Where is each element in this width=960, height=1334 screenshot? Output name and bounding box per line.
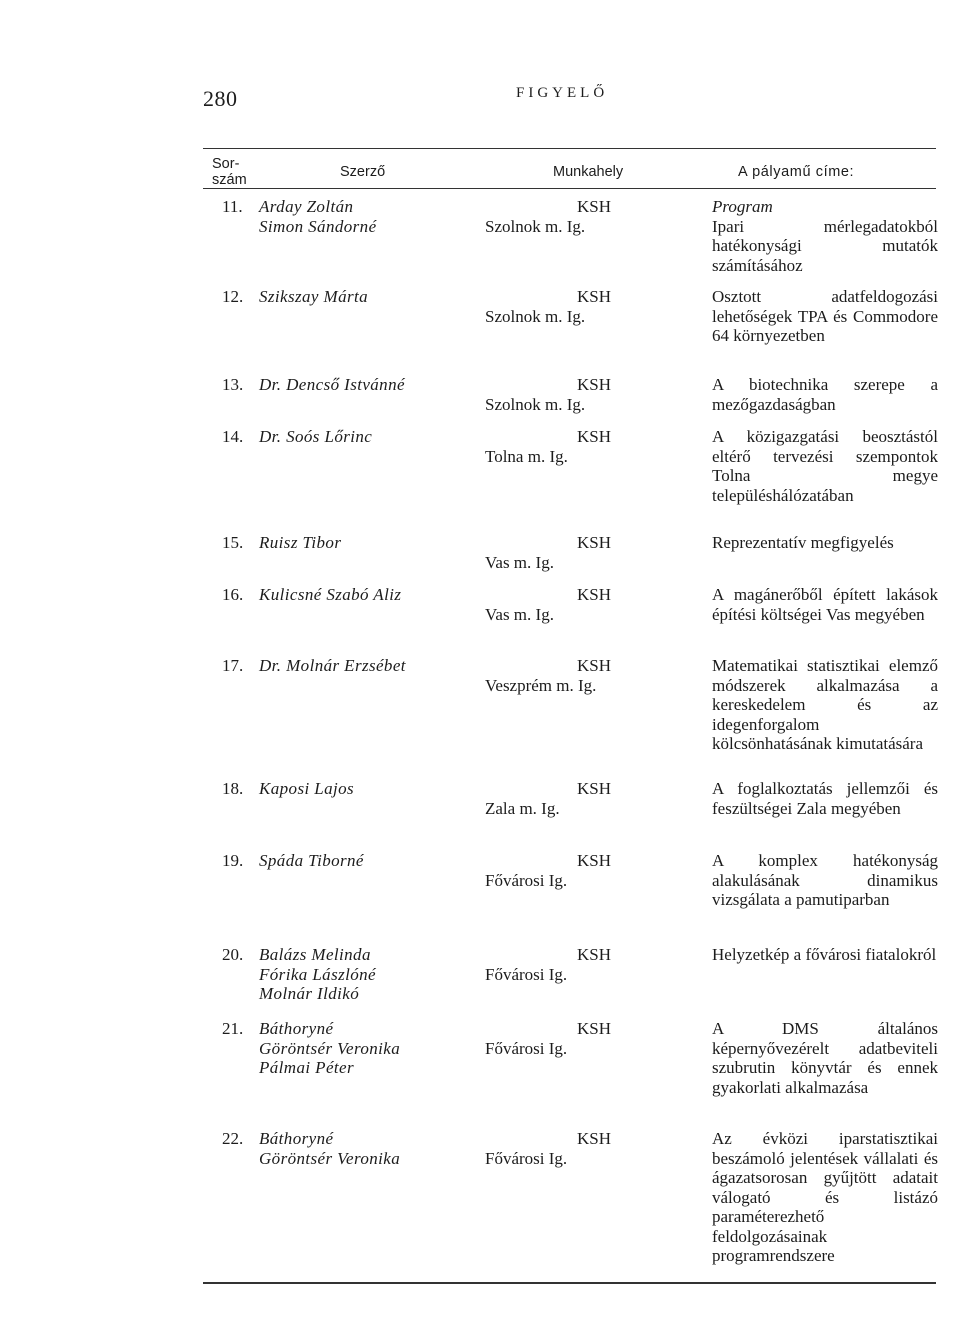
table-top-rule (203, 148, 936, 149)
author-name: Göröntsér Veronika (259, 1038, 401, 1058)
author-name: Arday Zoltán (259, 197, 354, 216)
workplace-org: KSH (576, 1019, 611, 1038)
row-title (712, 945, 938, 965)
author-name: Dr. Soós Lőrinc (259, 427, 373, 446)
title-text: A DMS általános képernyővezérelt adatbeviteli szubrutin könyvtár és ennek gyakorlati alkalmazása (712, 1019, 938, 1097)
author-name: Göröntsér Veronika (259, 1148, 401, 1168)
row-number: 15. (222, 533, 244, 552)
workplace-org: KSH (576, 427, 611, 446)
row-number: 12. (222, 287, 244, 306)
row-workplace (485, 779, 697, 818)
title-text: A foglalkoztatás jellemzői és feszültségei Zala megyében (712, 779, 938, 818)
row-workplace (485, 1129, 697, 1168)
table-header-rule (203, 188, 936, 189)
row-title (712, 656, 938, 754)
workplace-place: Veszprém m. Ig. (485, 675, 597, 695)
author-name: Fórika Lászlóné (259, 964, 376, 984)
author-name: Molnár Ildikó (259, 984, 360, 1003)
workplace-place: Szolnok m. Ig. (485, 394, 586, 414)
row-title (712, 779, 938, 818)
row-number: 19. (222, 851, 244, 870)
row-workplace (485, 533, 697, 572)
row-title (712, 427, 938, 505)
row-authors (259, 287, 479, 307)
title-text: Helyzetkép a fővárosi fiatalokról (712, 945, 937, 964)
title-text: Matematikai statisztikai elemző módszerek alkalmazása a kereskedelem és az idegenforgalom kölcsönhatásának kimutatására (712, 656, 938, 753)
row-workplace (485, 656, 697, 695)
title-label: Program (712, 197, 773, 216)
column-header-cime: A pályamű címe: (738, 164, 855, 180)
row-authors (259, 585, 479, 605)
author-name: Spáda Tiborné (259, 851, 364, 870)
row-number: 14. (222, 427, 244, 446)
row-workplace (485, 427, 697, 466)
row-title (712, 287, 938, 346)
workplace-place: Fővárosi Ig. (485, 1148, 568, 1168)
workplace-org: KSH (576, 1129, 611, 1148)
row-workplace (485, 1019, 697, 1058)
row-workplace (485, 375, 697, 414)
author-name: Balázs Melinda (259, 945, 371, 964)
row-authors (259, 779, 479, 799)
workplace-place: Fővárosi Ig. (485, 870, 568, 890)
row-title (712, 1019, 938, 1097)
workplace-place: Tolna m. Ig. (485, 446, 568, 466)
row-authors (259, 427, 479, 447)
row-number: 11. (222, 197, 243, 216)
row-title (712, 197, 938, 275)
workplace-place: Fővárosi Ig. (485, 1038, 568, 1058)
author-name: Simon Sándorné (259, 216, 377, 236)
workplace-place: Vas m. Ig. (485, 552, 554, 572)
row-title (712, 851, 938, 910)
row-authors (259, 1019, 479, 1078)
author-name: Kaposi Lajos (259, 779, 355, 798)
author-name: Dr. Dencső Istvánné (259, 375, 405, 394)
workplace-org: KSH (576, 851, 611, 870)
row-number: 22. (222, 1129, 244, 1148)
column-header-sorszam: Sor- szám (212, 156, 247, 188)
row-workplace (485, 287, 697, 326)
row-authors (259, 1129, 479, 1168)
author-name: Kulicsné Szabó Aliz (259, 585, 402, 604)
row-workplace (485, 585, 697, 624)
workplace-org: KSH (576, 945, 611, 964)
author-name: Ruisz Tibor (259, 533, 342, 552)
row-authors (259, 375, 479, 395)
row-workplace (485, 197, 697, 236)
row-authors (259, 197, 479, 236)
row-workplace (485, 945, 697, 984)
title-text: Az évközi iparstatisztikai beszámoló jelentések vállalati és ágazatsorosan gyűjtött adatait válogató és listázó paraméterezhető feldolgozásainak programrendszere (712, 1129, 938, 1265)
title-text: A biotechnika szerepe a mezőgazdaságban (712, 375, 938, 414)
title-text: A komplex hatékonyság alakulásának dinamikus vizsgálata a pamutiparban (712, 851, 938, 909)
author-name: Szikszay Márta (259, 287, 369, 306)
workplace-place: Vas m. Ig. (485, 604, 554, 624)
table-bottom-rule (203, 1282, 936, 1284)
row-workplace (485, 851, 697, 890)
row-title (712, 585, 938, 624)
workplace-place: Szolnok m. Ig. (485, 216, 586, 236)
author-name: Báthoryné (259, 1019, 334, 1038)
author-name: Pálmai Péter (259, 1058, 354, 1077)
workplace-org: KSH (576, 287, 611, 306)
page-number: 280 (203, 86, 238, 111)
column-header-munkahely: Munkahely (553, 164, 624, 180)
row-number: 21. (222, 1019, 244, 1038)
row-number: 18. (222, 779, 244, 798)
row-title (712, 1129, 938, 1266)
workplace-place: Zala m. Ig. (485, 798, 560, 818)
row-authors (259, 851, 479, 871)
row-authors (259, 945, 479, 1004)
workplace-org: KSH (576, 656, 611, 675)
row-number: 13. (222, 375, 244, 394)
title-text: Osztott adatfeldogozási lehetőségek TPA és Commodore 64 környezetben (712, 287, 938, 345)
row-number: 17. (222, 656, 244, 675)
title-text: A magánerőből épített lakások építési költségei Vas megyében (712, 585, 938, 624)
row-number: 20. (222, 945, 244, 964)
row-authors (259, 656, 479, 676)
workplace-place: Fővárosi Ig. (485, 964, 568, 984)
workplace-org: KSH (576, 197, 611, 216)
row-title (712, 533, 938, 553)
title-text: A közigazgatási beosztástól eltérő tervezési szempontok Tolna megye településhálózatában (712, 427, 938, 505)
author-name: Dr. Molnár Erzsébet (259, 656, 406, 675)
row-title (712, 375, 938, 414)
title-text: Ipari mérlegadatokból hatékonysági mutatók számításához (712, 216, 938, 275)
title-text: Reprezentatív megfigyelés (712, 533, 894, 552)
workplace-place: Szolnok m. Ig. (485, 306, 586, 326)
workplace-org: KSH (576, 375, 611, 394)
author-name: Báthoryné (259, 1129, 334, 1148)
column-header-szerzo: Szerző (340, 164, 386, 180)
running-title: FIGYELŐ (516, 85, 609, 101)
workplace-org: KSH (576, 779, 611, 798)
row-authors (259, 533, 479, 553)
workplace-org: KSH (576, 585, 611, 604)
row-number: 16. (222, 585, 244, 604)
workplace-org: KSH (576, 533, 611, 552)
